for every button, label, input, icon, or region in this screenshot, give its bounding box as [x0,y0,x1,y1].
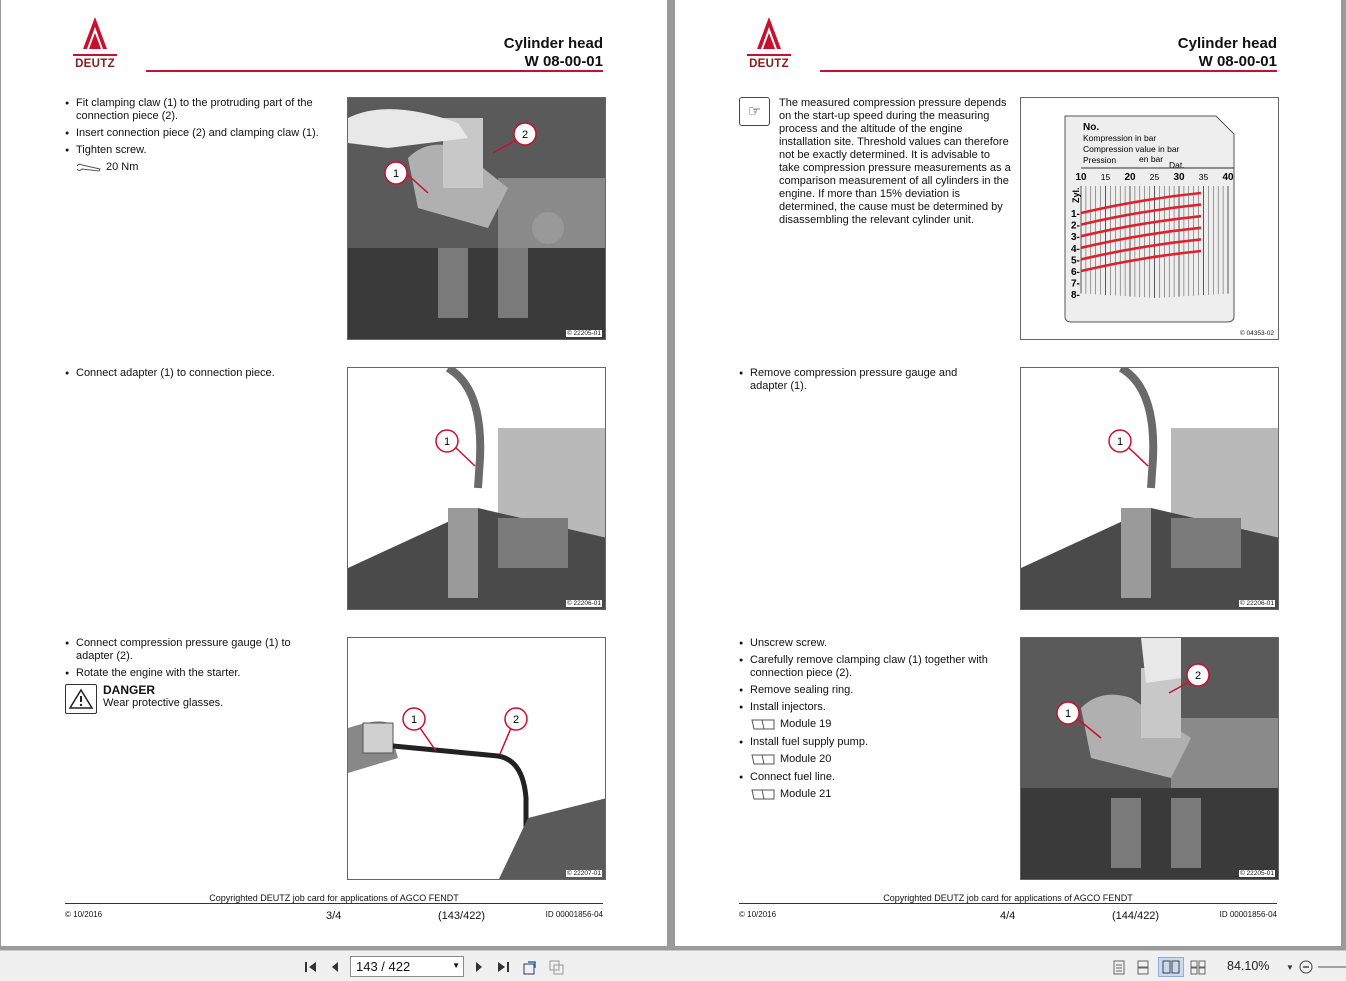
svg-text:Compression value in bar: Compression value in bar [1083,144,1180,154]
chart-tick-label: 35 [1198,172,1209,182]
first-page-icon[interactable] [302,957,320,977]
callout-1: 1 [410,714,418,726]
header-rule [146,70,603,72]
chart-tick-label: 20 [1124,172,1136,183]
note-text: The measured compression pressure depends on the start-up speed during the measuring process and the altitude of the engine installation site. Threshold values can therefore not be exactly determined. It is advisable to take compression pressure measurements as a comparison measurement of all cylinders in the engine. If more than 15% deviation is determined, the cause must be determined by disassembling the relevant cylinder unit. [779,97,1011,226]
callout-1: 1 [1064,708,1072,720]
footer-page: 4/4 [1000,910,1016,922]
footer-abs-page: (143/422) [438,910,486,922]
footer-id: ID 00001856-04 [1219,910,1277,919]
bullet-item: ● Connect compression pressure gauge (1) to adapter (2). [65,637,327,663]
torque-value: 20 Nm [106,161,139,173]
instruction-block-1 [65,97,327,179]
chart-tick-label: 10 [1075,172,1087,183]
svg-text:Kompression in bar: Kompression in bar [1083,133,1157,143]
svg-text:Dat.: Dat. [1169,160,1185,170]
chart-row-label: 6- [1071,267,1080,278]
pointing-hand-icon: ☞ [739,97,770,126]
warning-triangle-icon [65,684,97,714]
footer-copyright: Copyrighted DEUTZ job card for applications of AGCO FENDT [209,893,459,903]
instruction-block-2 [65,367,327,384]
callout-1: 1 [392,168,400,180]
figure-code: © 22205-01 [1239,870,1274,877]
chart-label: No. [1083,122,1100,133]
bullet-item: ● Tighten screw. [65,144,327,157]
zoom-slider[interactable] [1318,957,1346,977]
page-143 [1,0,667,946]
callout-2: 2 [521,129,529,141]
chart-row-label: 3- [1071,232,1080,244]
module-19-link[interactable]: Module 19 [780,718,832,730]
bullet-item: ● Connect fuel line. [739,771,991,784]
figure-clamping-claw [347,97,606,340]
bullet-item: ● Fit clamping claw (1) to the protruding part of the connection piece (2). [65,97,327,123]
figure-adapter [1020,367,1279,610]
note-block [739,97,1019,227]
chart-tick-label: 15 [1100,172,1111,182]
single-page-icon[interactable] [1110,957,1128,977]
header-rule [820,70,1277,72]
instruction-block-3 [65,637,327,714]
danger-text: Wear protective glasses. [103,697,224,709]
deutz-logo: DEUTZ [65,15,125,73]
page-header-code: W 08-00-01 [1198,53,1277,70]
next-page-icon[interactable] [470,957,488,977]
two-page-icon[interactable] [1158,957,1184,977]
figure-code: © 04353-02 [1239,330,1274,337]
zoom-level[interactable]: 84.10% [1227,959,1270,973]
instruction-block-3 [739,637,991,806]
bullet-item: ● Install fuel supply pump. [739,736,991,749]
danger-notice [65,684,327,714]
footer-date: © 10/2016 [65,910,103,919]
bullet-item: ● Remove compression pressure gauge and adapter (1). [739,367,984,393]
two-page-continuous-icon[interactable] [1188,957,1208,977]
bullet-item: ● Install injectors. [739,701,991,714]
chart-row-label: 2- [1071,220,1080,232]
chart-tick-label: 30 [1173,172,1185,183]
figure-clamping-claw [1020,637,1279,880]
svg-text:Pression: Pression [1083,155,1117,165]
module-21-link[interactable]: Module 21 [780,788,832,800]
page-header-title: Cylinder head [1177,35,1277,52]
footer-date: © 10/2016 [739,910,777,919]
footer-abs-page: (144/422) [1112,910,1160,922]
callout-2: 2 [512,714,520,726]
danger-title: DANGER [103,683,156,697]
torque-spec [65,161,327,174]
footer-rule [65,903,603,904]
bullet-item: ● Connect adapter (1) to connection piece. [65,367,327,380]
rotate-icon[interactable] [520,957,540,977]
footer-page: 3/4 [326,910,342,922]
bullet-item: ● Insert connection piece (2) and clamping claw (1). [65,127,327,140]
page-144 [675,0,1341,946]
module-20-link[interactable]: Module 20 [780,753,832,765]
bullet-item: ● Carefully remove clamping claw (1) together with connection piece (2). [739,654,991,680]
figure-compression-chart [1020,97,1279,340]
chevron-down-icon: ▼ [452,961,460,970]
footer-copyright: Copyrighted DEUTZ job card for applications of AGCO FENDT [883,893,1133,903]
figure-code: © 22205-01 [566,330,601,337]
footer-rule [739,903,1277,904]
book-icon [750,753,776,766]
chart-row-label: 7- [1071,278,1080,290]
last-page-icon[interactable] [494,957,512,977]
bullet-item: ● Remove sealing ring. [739,684,991,697]
chart-row-label: 4- [1071,243,1080,255]
callout-1: 1 [443,436,451,448]
book-icon [750,718,776,731]
zoom-out-icon[interactable] [1298,957,1314,977]
module-ref [739,753,991,766]
callout-2: 2 [1194,670,1202,682]
continuous-icon[interactable] [1134,957,1152,977]
footer-id: ID 00001856-04 [545,910,603,919]
figure-code: © 22207-01 [566,870,601,877]
viewer-toolbar [0,950,1346,981]
prev-page-icon[interactable] [326,957,344,977]
page-header-code: W 08-00-01 [524,53,603,70]
chart-tick-label: 25 [1149,172,1160,182]
chart-row-label: 1- [1071,209,1080,220]
chart-row-label: 8- [1071,290,1080,302]
chart-row-label: 5- [1071,255,1080,267]
figure-pressure-gauge [347,637,606,880]
page-number-input[interactable]: 143 / 422 ▼ [350,956,464,977]
instruction-block-2 [739,367,984,397]
svg-text:Zyl.: Zyl. [1071,187,1081,203]
chart-tick-label: 40 [1222,172,1234,183]
chart-row-labels [1071,209,1080,301]
figure-code: © 22206-01 [1239,600,1274,607]
figure-code: © 22206-01 [566,600,601,607]
module-ref [739,718,991,731]
page-header-title: Cylinder head [503,35,603,52]
wrench-icon [76,163,102,173]
bullet-item: ● Rotate the engine with the starter. [65,667,327,680]
figure-adapter [347,367,606,610]
svg-text:en bar: en bar [1139,154,1164,164]
bullet-item: ● Unscrew screw. [739,637,991,650]
module-ref [739,788,991,801]
zoom-dropdown-icon[interactable]: ▼ [1286,962,1294,972]
instruction-block-1 [739,97,1019,227]
deutz-logo: DEUTZ [739,15,799,73]
book-icon [750,788,776,801]
callout-1: 1 [1116,436,1124,448]
export-icon[interactable] [546,957,566,977]
